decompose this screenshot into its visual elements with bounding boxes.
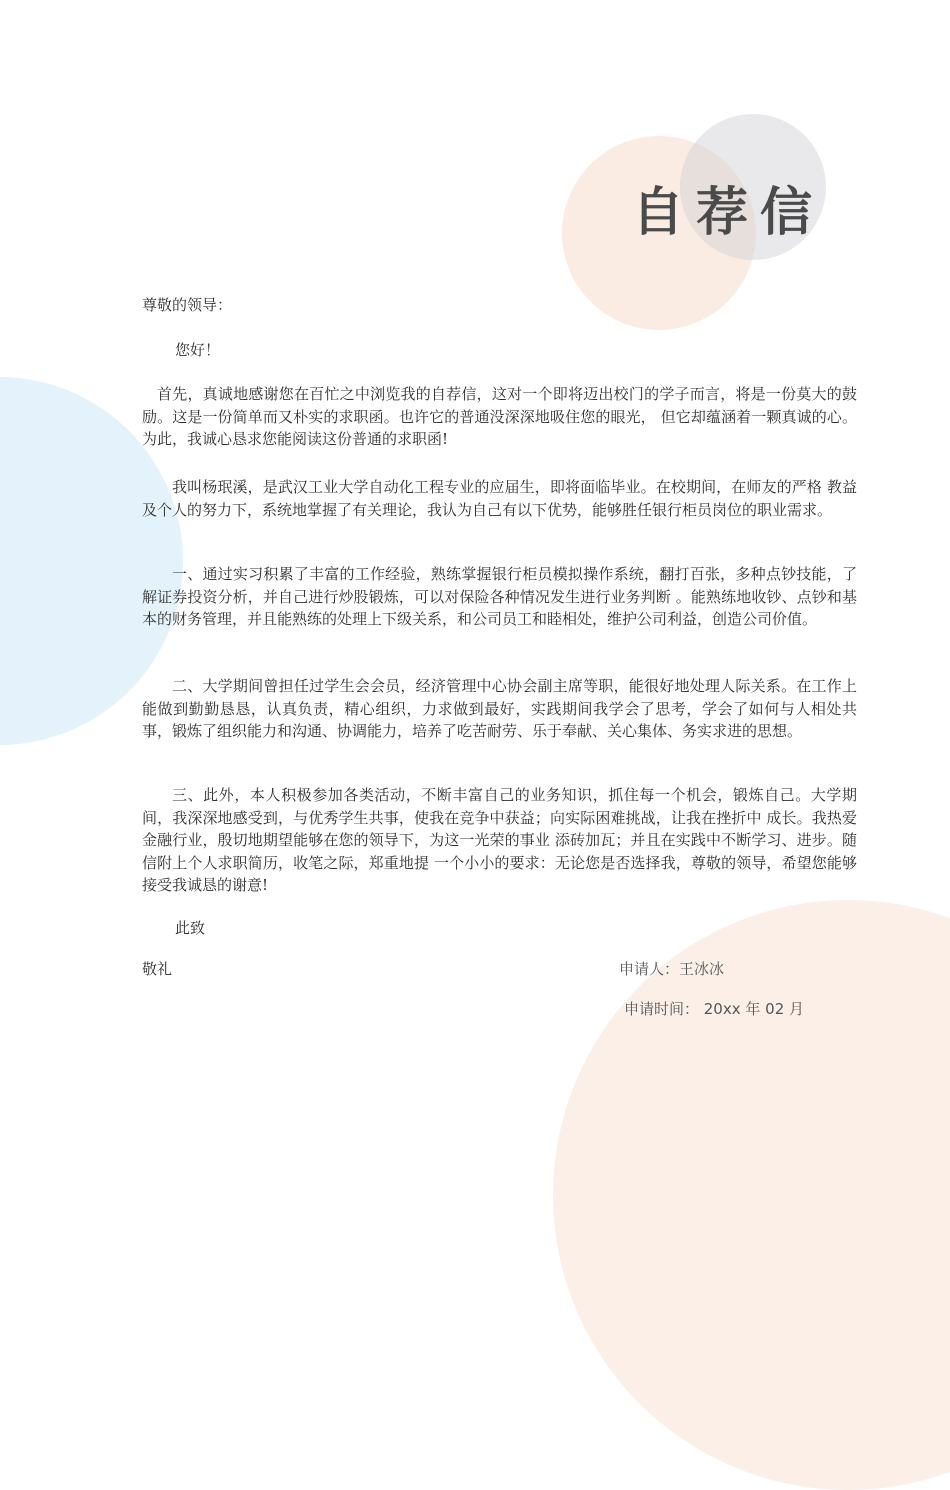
regards: 敬礼	[142, 960, 173, 978]
greeting: 您好！	[175, 341, 221, 359]
page-title: 自荐信	[632, 183, 825, 243]
paragraph-self-intro: 我叫杨珉溪，是武汉工业大学自动化工程专业的应届生，即将面临毕业。在校期间，在师友的严格 教益及个人的努力下，系统地掌握了有关理论，我认为自己有以下优势，能够胜任银行柜员岗位的职业需求。	[142, 478, 857, 519]
closing: 此致	[175, 919, 206, 937]
paragraph-strength-1: 一、通过实习积累了丰富的工作经验，熟练掌握银行柜员模拟操作系统，翻打百张，多种点钞技能，了解证券投资分析，并自己进行炒股锻炼，可以对保险各种情况发生进行业务判断 。能熟练地收钞、点钞和基本的财务管理，并且能熟练的处理上下级关系，和公司员工和睦相处，维护公司利益，创造公司价值。	[142, 565, 857, 628]
decor-circle-peach-bottom	[553, 900, 950, 1490]
paragraph-strength-3: 三、此外，本人积极参加各类活动，不断丰富自己的业务知识，抓住每一个机会，锻炼自己。大学期间，我深深地感受到，与优秀学生共事，使我在竞争中获益；向实际困难挑战，让我在挫折中 成长。我热爱金融行业，殷切地期望能够在您的领导下，为这一光荣的事业 添砖加瓦；并且在实践中不断学习、进步。随信附上个人求职简历，收笔之际，郑重地提 一个小小的要求：无论您是否选择我，尊敬的领导，希望您能够接受我诚恳的谢意!	[142, 786, 857, 894]
application-date: 申请时间： 20xx 年 02 月	[624, 1000, 805, 1018]
salutation: 尊敬的领导：	[142, 296, 233, 314]
applicant-name: 申请人：王冰冰	[619, 960, 725, 978]
paragraph-strength-2: 二、大学期间曾担任过学生会会员，经济管理中心协会副主席等职，能很好地处理人际关系。在工作上能做到勤勤恳恳，认真负责，精心组织，力求做到最好，实践期间我学会了思考，学会了如何与人相处共事，锻炼了组织能力和沟通、协调能力，培养了吃苦耐劳、乐于奉献、关心集体、务实求进的思想。	[142, 677, 857, 740]
paragraph-intro: 首先，真诚地感谢您在百忙之中浏览我的自荐信，这对一个即将迈出校门的学子而言，将是一份莫大的鼓励。这是一份简单而又朴实的求职函。也许它的普通没深深地吸住您的眼光， 但它却蕴涵着一颗真诚的心。为此，我诚心恳求您能阅读这份普通的求职函!	[142, 385, 857, 448]
